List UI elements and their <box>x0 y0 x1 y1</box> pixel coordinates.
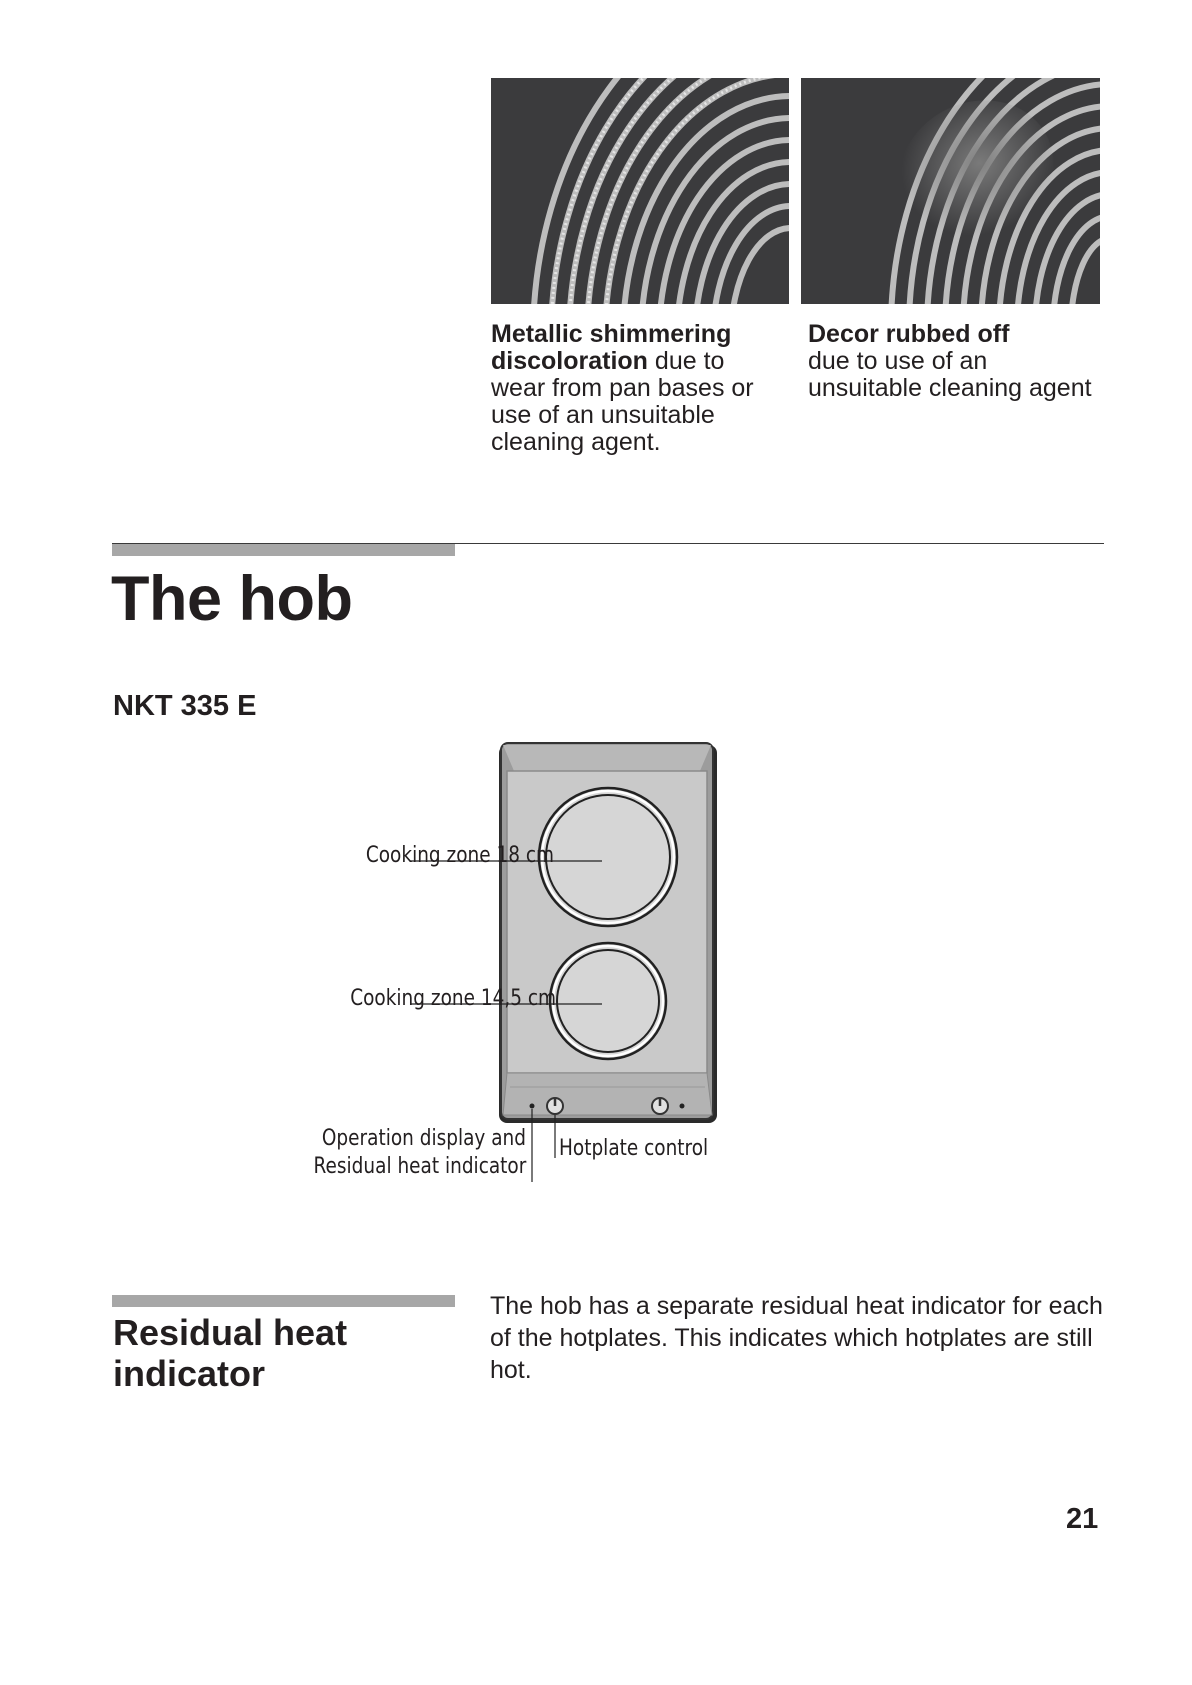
subsection-bar <box>112 1295 455 1307</box>
residual-heat-description: The hob has a separate residual heat indicator for each of the hotplates. This indicates which hotplates are still hot. <box>490 1292 1103 1384</box>
photo-metallic-discoloration <box>491 78 789 304</box>
label-operation-display: Operation display and <box>321 1126 526 1151</box>
subsection-heading <box>113 1312 347 1394</box>
label-hotplate-control: Hotplate control <box>559 1136 709 1161</box>
caption-text: due to use of an unsuitable cleaning agent <box>808 347 1092 402</box>
caption-text: due to wear from pan bases or use of an unsuitable cleaning agent. <box>491 347 754 456</box>
caption-bold: Decor rubbed off <box>808 320 1010 348</box>
subsection-heading-line1: Residual heat <box>113 1312 348 1353</box>
page-number: 21 <box>1066 1503 1099 1535</box>
subsection-heading-line2: indicator <box>113 1353 266 1394</box>
hob-diagram <box>160 735 760 1195</box>
model-number: NKT 335 E <box>113 690 257 722</box>
caption-metallic-discoloration <box>491 321 781 456</box>
label-residual-heat-indicator: Residual heat indicator <box>313 1154 526 1179</box>
label-cooking-zone-18: Cooking zone 18 cm <box>365 843 554 868</box>
caption-decor-rubbed-off <box>808 321 1108 402</box>
photo-decor-rubbed-off <box>801 78 1100 304</box>
caption-bold: Metallic shimmering discoloration <box>491 320 732 375</box>
page-title: The hob <box>111 564 353 634</box>
label-cooking-zone-14-5: Cooking zone 14,5 cm <box>350 986 556 1011</box>
section-bar <box>112 544 455 556</box>
